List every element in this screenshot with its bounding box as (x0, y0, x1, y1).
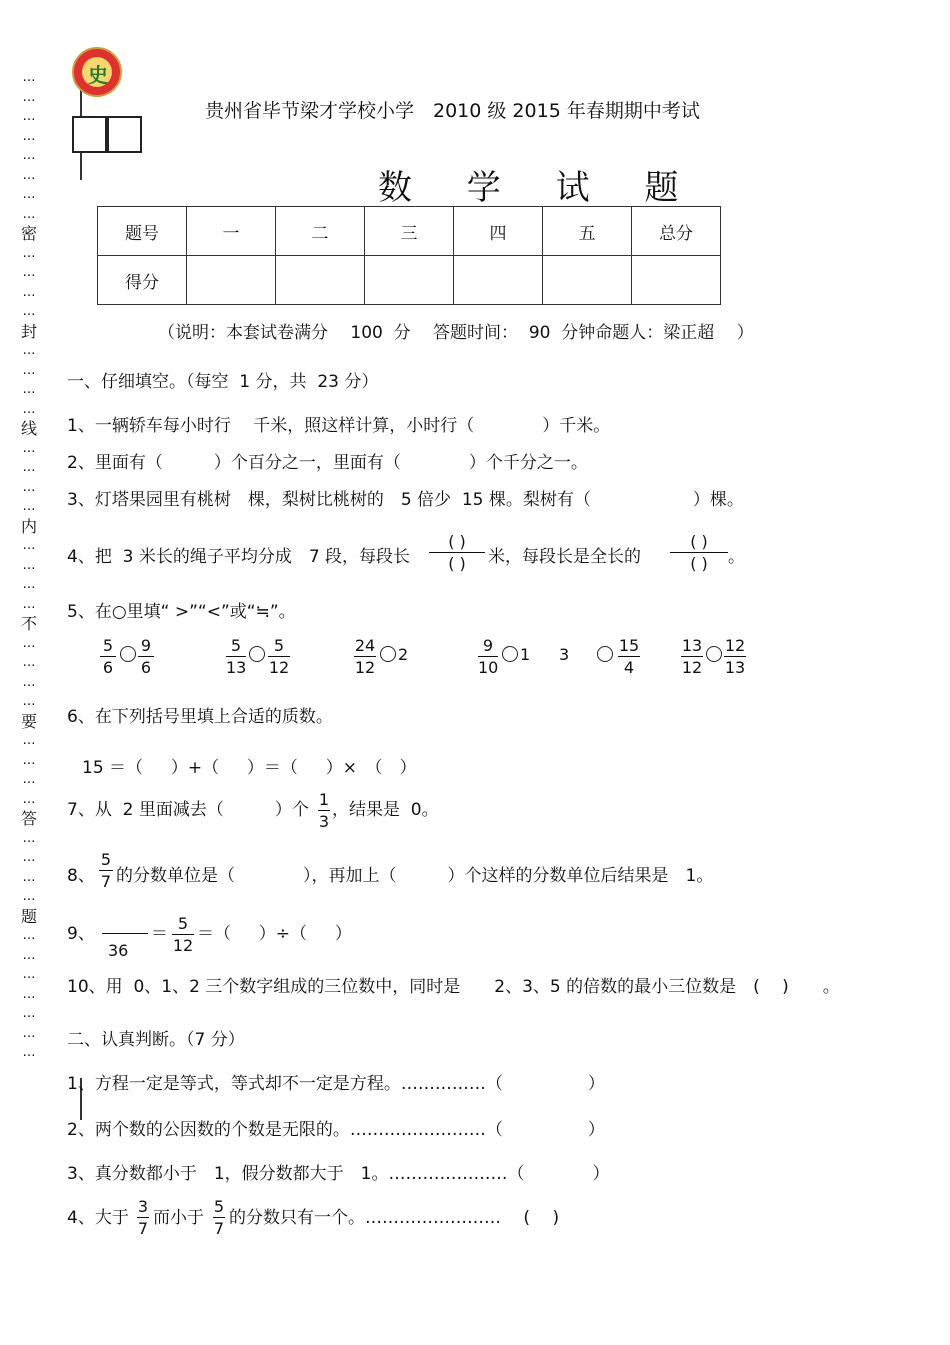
q5-number: 3 (559, 645, 570, 664)
q5-compare-circle-5[interactable] (597, 646, 613, 662)
q5-fraction: 12 13 (724, 636, 746, 677)
score-input-cell[interactable] (187, 256, 276, 305)
q5-fraction: 5 13 (226, 636, 247, 677)
score-input-cell[interactable] (454, 256, 543, 305)
seat-box-1 (72, 116, 107, 153)
score-input-cell[interactable] (276, 256, 365, 305)
seat-box-2 (107, 116, 142, 153)
score-table (97, 206, 721, 305)
score-header-cell: 五 (543, 207, 632, 256)
q8-fraction: 5 7 (100, 850, 112, 891)
judge-question-2: 2、两个数的公因数的个数是无限的。……………………（ ） (67, 1120, 605, 1140)
q7-fraction: 1 3 (318, 790, 330, 831)
q5-compare-circle-3[interactable] (380, 646, 396, 662)
score-input-cell[interactable] (632, 256, 721, 305)
score-header-cell: 题号 (98, 207, 187, 256)
q5-fraction: 9 10 (478, 636, 499, 677)
question-1-4-part-b: 米，每段长是全长的 (488, 547, 641, 567)
question-1-6-equation: 15 ＝（ ）+（ ）＝（ ）× （ ） (82, 758, 417, 778)
question-1-8-text: 的分数单位是（ ），再加上（ ）个这样的分数单位后结果是 1。 (116, 866, 714, 886)
school-line: 贵州省毕节梁才学校小学 2010 级 2015 年春期期中考试 (205, 100, 700, 122)
q4-blank-fraction-1[interactable]: ( ) ( ) (429, 532, 485, 573)
question-1-2: 2、里面有（ ）个百分之一，里面有（ ）个千分之一。 (67, 453, 588, 473)
seal-label-feng: 封 (20, 321, 37, 341)
judge-question-4-part-b: 而小于 (153, 1208, 204, 1228)
q5-fraction: 9 6 (138, 636, 154, 677)
seal-label-yao: 要 (20, 711, 37, 731)
seal-label-ti: 题 (20, 906, 37, 926)
score-input-cell[interactable] (543, 256, 632, 305)
q9-fraction: 5 12 (172, 914, 194, 955)
question-1-5: 5、在○里填“ >”“<”或“≒”。 (67, 602, 296, 622)
score-header-cell: 三 (365, 207, 454, 256)
judge-q4-fraction-2: 5 7 (213, 1197, 225, 1238)
question-1-3: 3、灯塔果园里有桃树 棵，梨树比桃树的 5 倍少 15 棵。梨树有（ ）棵。 (67, 490, 744, 510)
seal-label-bu: 不 (20, 614, 37, 633)
exam-note: （说明：本套试卷满分 100 分 答题时间： 90 分钟命题人：梁正超 ） (158, 323, 754, 343)
seal-label-nei: 内 (20, 516, 37, 536)
q5-compare-circle-4[interactable] (502, 646, 518, 662)
score-header-cell: 四 (454, 207, 543, 256)
q5-fraction: 15 4 (618, 636, 640, 677)
question-1-7-part-b: ，结果是 0。 (332, 800, 439, 820)
score-header-cell: 二 (276, 207, 365, 256)
section2-heading: 二、认真判断。（7 分） (67, 1030, 245, 1050)
seal-label-xian: 线 (20, 419, 37, 438)
question-1-10: 10、用 0、1、2 三个数字组成的三位数中，同时是 2、3、5 的倍数的最小三位数是 ( ) 。 (67, 977, 840, 997)
page-title: 数 学 试 题 (378, 168, 701, 208)
question-1-6: 6、在下列括号里填上合适的质数。 (67, 707, 333, 727)
score-header-cell: 一 (187, 207, 276, 256)
question-1-4-part-a: 4、把 3 米长的绳子平均分成 7 段，每段长 (67, 547, 411, 567)
question-1-7-part-a: 7、从 2 里面减去（ ）个 (67, 800, 309, 820)
question-1-1: 1、一辆轿车每小时行 千米，照这样计算，小时行（ ）千米。 (67, 416, 611, 436)
question-1-8-number: 8、 (67, 866, 95, 886)
q5-number: 1 (520, 645, 531, 664)
school-emblem-logo: 史 (72, 47, 122, 97)
judge-q4-fraction-1: 3 7 (137, 1197, 149, 1238)
score-input-cell[interactable] (365, 256, 454, 305)
q5-fraction: 24 12 (354, 636, 376, 677)
score-label-cell: 得分 (98, 256, 187, 305)
score-header-cell: 总分 (632, 207, 721, 256)
q5-fraction: 13 12 (681, 636, 703, 677)
q5-compare-circle-2[interactable] (249, 646, 265, 662)
q5-fraction: 5 12 (268, 636, 290, 677)
judge-question-4-part-c: 的分数只有一个。…………………… ( ) (229, 1208, 560, 1228)
q5-fraction: 5 6 (100, 636, 116, 677)
q5-number: 2 (398, 645, 409, 664)
judge-question-1: 1、方程一定是等式，等式却不一定是方程。……………（ ） (67, 1074, 605, 1094)
question-1-9-number: 9、 (67, 924, 95, 944)
judge-question-4-part-a: 4、大于 (67, 1208, 129, 1228)
q4-blank-fraction-2[interactable]: ( ) ( ) (670, 532, 728, 573)
judge-question-3: 3、真分数都小于 1，假分数都大于 1。…………………（ ） (67, 1164, 610, 1184)
section1-heading: 一、仔细填空。（每空 1 分，共 23 分） (67, 372, 379, 392)
q5-compare-circle-1[interactable] (120, 646, 136, 662)
seal-line: … … … … … … … … 密 … … … … 封 … … … … 线 … … … … 内 … … … … 不 … … … … 要 … … … … 答 … … … … 题 … … … … … … … (16, 68, 42, 1063)
question-1-4-part-c: 。 (728, 547, 745, 567)
q9-denominator: 36 (108, 941, 129, 960)
q9-blank-numerator[interactable] (102, 933, 148, 934)
q9-equals: ＝ (151, 924, 168, 944)
seal-label-da: 答 (20, 809, 37, 828)
seal-label-mi: 密 (20, 224, 37, 243)
q5-compare-circle-6[interactable] (706, 646, 722, 662)
question-1-9-rest: ＝（ ）÷（ ） (197, 924, 352, 944)
